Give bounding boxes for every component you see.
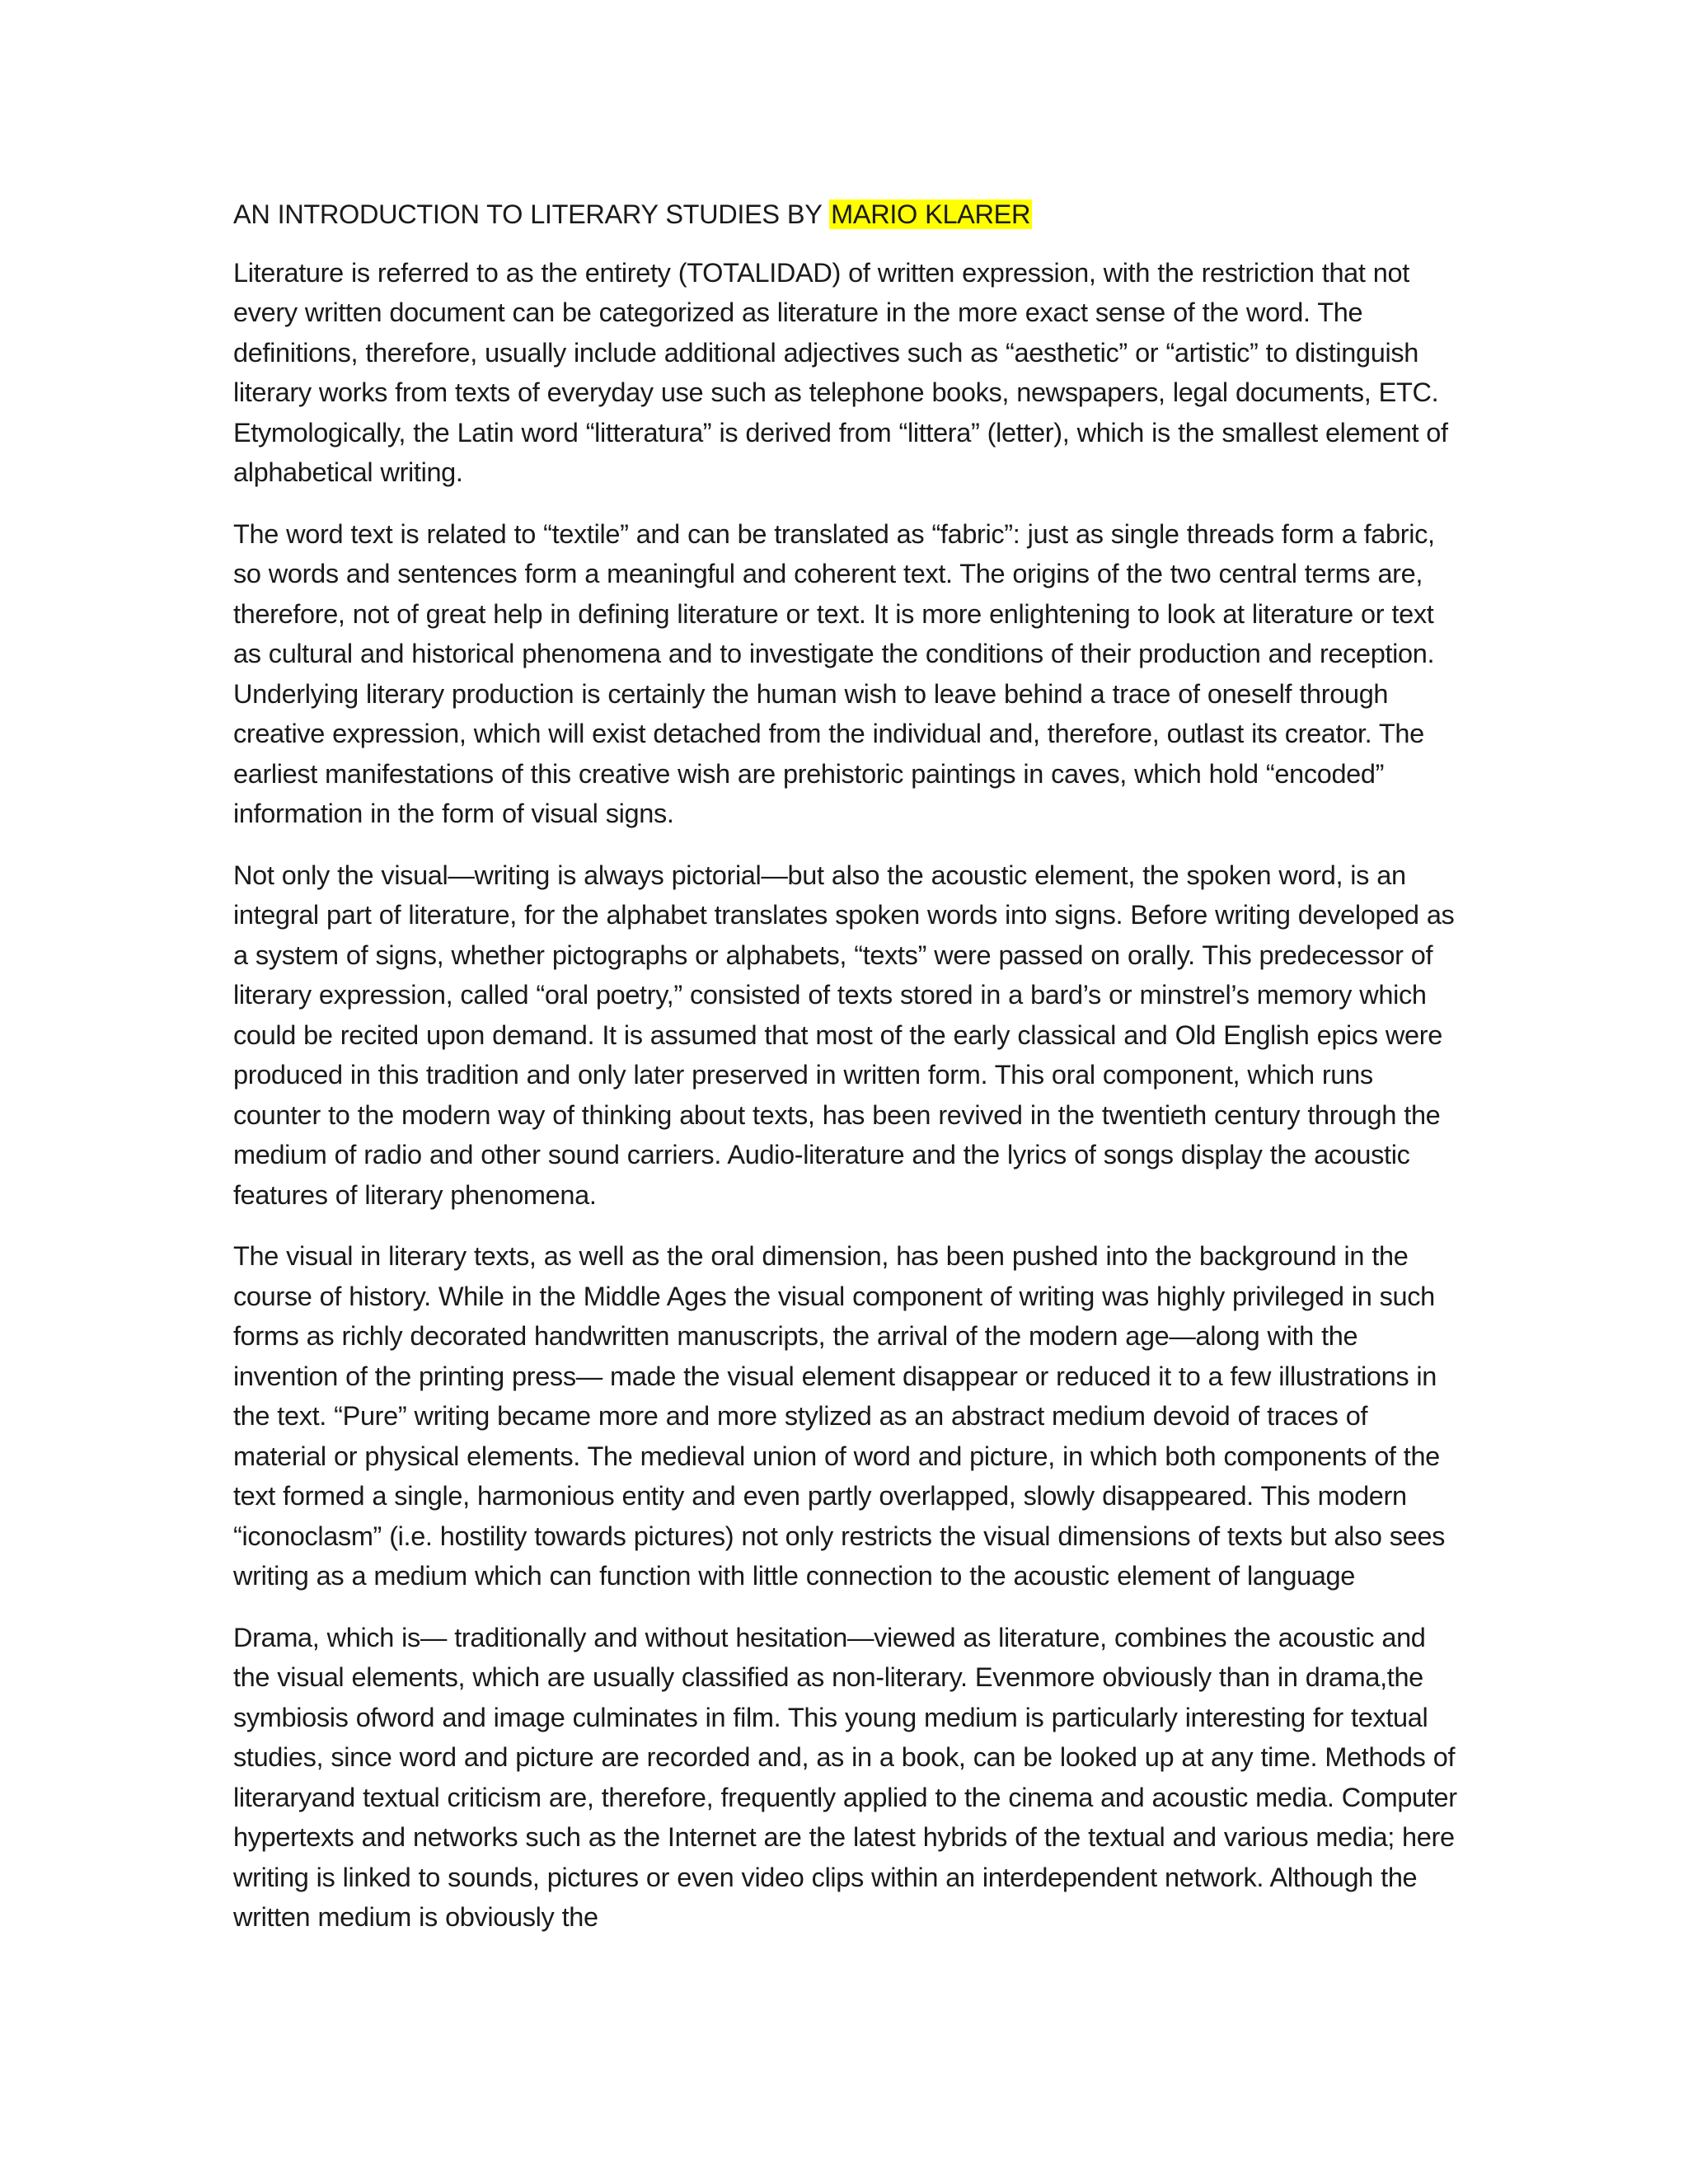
paragraph-5: Drama, which is— traditionally and without hesitation—viewed as literature, combines the acoustic and the visual elements, which are usually classified as non-literary. Evenmore obviously than in drama,the symbiosis ofword and image culminates in film. This young medium is particularly interesting for textual studies, since word and picture are recorded and, as in a book, can be looked up at any time. Methods of literaryand textual criticism are, therefore, frequently applied to the cinema and acoustic media. Computer hypertexts and networks such as the Internet are the latest hybrids of the textual and various media; here writing is linked to sounds, pictures or even video clips within an interdependent network. Although the written medium is obviously the xyxy=(233,1622,1457,1932)
document-body xyxy=(233,194,1457,1959)
document-title xyxy=(233,194,1457,235)
paragraph-1: Literature is referred to as the entirety (TOTALIDAD) of written expression, with the restriction that not every written document can be categorized as literature in the more exact sense of the word. The definitions, therefore, usually include additional adjectives such as “aesthetic” or “artistic” to distinguish literary works from texts of everyday use such as telephone books, newspapers, legal documents, ETC. Etymologically, the Latin word “litteratura” is derived from “littera” (letter), which is the smallest element of alphabetical writing. xyxy=(233,257,1448,487)
author-name-highlighted: MARIO KLARER xyxy=(831,199,1031,229)
paragraph-4: The visual in literary texts, as well as the oral dimension, has been pushed into the background in the course of history. While in the Middle Ages the visual component of writing was highly privileged in such forms as richly decorated handwritten manuscripts, the arrival of the modern age—along with the invention of the printing press— made the visual element disappear or reduced it to a few illustrations in the text. “Pure” writing became more and more stylized as an abstract medium devoid of traces of material or physical elements. The medieval union of word and picture, in which both components of the text formed a single, harmonious entity and even partly overlapped, slowly disappeared. This modern “iconoclasm” (i.e. hostility towards pictures) not only restricts the visual dimensions of texts but also sees writing as a medium which can function with little connection to the acoustic element of language xyxy=(233,1241,1446,1591)
title-prefix: AN INTRODUCTION TO LITERARY STUDIES BY xyxy=(233,199,830,229)
paragraph-3: Not only the visual—writing is always pictorial—but also the acoustic element, the spoken word, is an integral part of literature, for the alphabet translates spoken words into signs. Before writing developed as a system of signs, whether pictographs or alphabets, “texts” were passed on orally. This predecessor of literary expression, called “oral poetry,” consisted of texts stored in a bard’s or minstrel’s memory which could be recited upon demand. It is assumed that most of the early classical and Old English epics were produced in this tradition and only later preserved in written form. This oral component, which runs counter to the modern way of thinking about texts, has been revived in the twentieth century through the medium of radio and other sound carriers. Audio-literature and the lyrics of songs display the acoustic features of literary phenomena. xyxy=(233,860,1455,1210)
paragraph-2: The word text is related to “textile” and can be translated as “fabric”: just as single threads form a fabric, so words and sentences form a meaningful and coherent text. The origins of the two central terms are, therefore, not of great help in defining literature or text. It is more enlightening to look at literature or text as cultural and historical phenomena and to investigate the conditions of their production and reception. Underlying literary production is certainly the human wish to leave behind a trace of oneself through creative expression, which will exist detached from the individual and, therefore, outlast its creator. The earliest manifestations of this creative wish are prehistoric paintings in caves, which hold “encoded” information in the form of visual signs. xyxy=(233,518,1435,828)
